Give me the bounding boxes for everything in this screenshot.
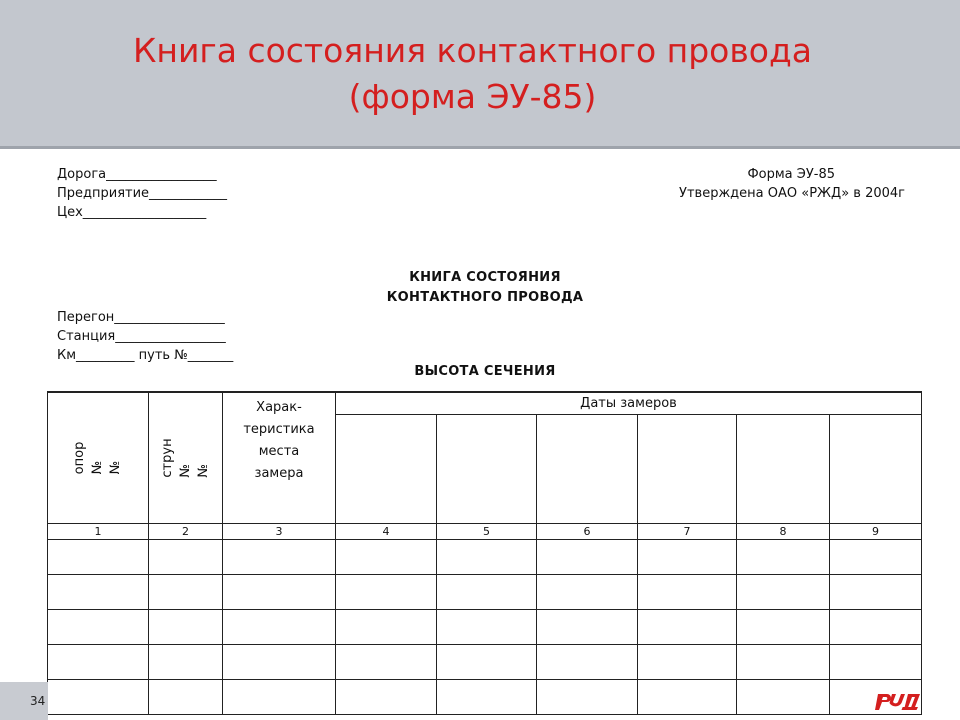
- table-cell: [537, 540, 638, 575]
- station-field: Станция_________________: [57, 329, 226, 344]
- table-cell: [437, 680, 537, 715]
- table-cell: [537, 610, 638, 645]
- table-body: [48, 540, 922, 715]
- column-number: 1: [48, 524, 149, 540]
- table-cell: [149, 645, 223, 680]
- column-number: 3: [223, 524, 336, 540]
- number-sign-label: №: [177, 464, 193, 478]
- table-cell: [48, 680, 149, 715]
- table-row: [48, 645, 922, 680]
- form-code: Форма ЭУ-85: [747, 167, 835, 182]
- string-header-label: струн: [159, 438, 175, 478]
- table-cell: [223, 610, 336, 645]
- section-fields: [57, 308, 233, 365]
- table-cell: [830, 575, 922, 610]
- table-cell: [537, 645, 638, 680]
- date-cell: [638, 414, 737, 524]
- char-header-line4: замера: [254, 466, 304, 481]
- table-cell: [830, 610, 922, 645]
- measurement-table: [47, 391, 922, 715]
- table-cell: [48, 540, 149, 575]
- table-cell: [437, 645, 537, 680]
- approval-note: Утверждена ОАО «РЖД» в 2004г: [679, 186, 905, 201]
- table-cell: [737, 610, 830, 645]
- form-header-right: [620, 165, 905, 203]
- char-header-line2: теристика: [243, 422, 315, 437]
- table-cell: [437, 575, 537, 610]
- table-cell: [48, 645, 149, 680]
- table-cell: [737, 575, 830, 610]
- table-cell: [737, 645, 830, 680]
- section-title: ВЫСОТА СЕЧЕНИЯ: [414, 364, 556, 379]
- number-sign-label: №: [108, 460, 123, 475]
- table-cell: [48, 575, 149, 610]
- table-cell: [638, 610, 737, 645]
- form-header-left: [57, 165, 227, 222]
- column-number-row: [48, 524, 922, 540]
- table-cell: [149, 575, 223, 610]
- date-cell: [537, 414, 638, 524]
- table-cell: [737, 540, 830, 575]
- table-cell: [336, 610, 437, 645]
- table-cell: [537, 680, 638, 715]
- char-header-line3: места: [258, 444, 300, 459]
- table-cell: [638, 575, 737, 610]
- rzd-logo-icon: [875, 690, 925, 712]
- support-header-label: опор: [72, 441, 87, 475]
- table-cell: [336, 575, 437, 610]
- table-row: [48, 680, 922, 715]
- date-cell: [737, 414, 830, 524]
- table-cell: [437, 610, 537, 645]
- support-number-header: [48, 392, 149, 524]
- table-cell: [638, 540, 737, 575]
- table-cell: [830, 645, 922, 680]
- enterprise-field: Предприятие____________: [57, 186, 228, 201]
- column-number: 2: [149, 524, 223, 540]
- book-title-line1: КНИГА СОСТОЯНИЯ: [409, 270, 561, 285]
- number-sign-label: №: [195, 464, 211, 478]
- page-number: 34: [30, 694, 46, 708]
- table-row: [48, 575, 922, 610]
- slide-title-line1: Книга состояния контактного провода: [132, 31, 813, 70]
- km-track-field: Км_________ путь №_______: [57, 348, 234, 363]
- table-cell: [830, 540, 922, 575]
- table-cell: [223, 680, 336, 715]
- table-cell: [336, 645, 437, 680]
- table-cell: [48, 610, 149, 645]
- workshop-field: Цех___________________: [57, 205, 207, 220]
- column-number: 6: [537, 524, 638, 540]
- table-cell: [537, 575, 638, 610]
- table-cell: [223, 540, 336, 575]
- column-number: 5: [437, 524, 537, 540]
- measurement-dates-header: Даты замеров: [336, 392, 922, 414]
- book-title: [300, 268, 670, 308]
- column-number: 7: [638, 524, 737, 540]
- table-cell: [223, 645, 336, 680]
- table-row: [48, 610, 922, 645]
- location-characteristic-header: [223, 392, 336, 524]
- measurement-table-wrap: [47, 391, 922, 715]
- table-cell: [437, 540, 537, 575]
- date-cell: [830, 414, 922, 524]
- column-number: 9: [830, 524, 922, 540]
- slide-title-line2: (форма ЭУ-85): [348, 77, 597, 116]
- string-number-header: [149, 392, 223, 524]
- table-cell: [149, 610, 223, 645]
- table-cell: [223, 575, 336, 610]
- table-row: [48, 540, 922, 575]
- column-number: 8: [737, 524, 830, 540]
- number-sign-label: №: [90, 460, 105, 475]
- date-cell: [336, 414, 437, 524]
- date-cell: [437, 414, 537, 524]
- table-cell: [638, 645, 737, 680]
- haul-field: Перегон_________________: [57, 310, 225, 325]
- table-cell: [638, 680, 737, 715]
- column-number: 4: [336, 524, 437, 540]
- table-cell: [336, 680, 437, 715]
- road-field: Дорога_________________: [57, 167, 217, 182]
- table-cell: [149, 540, 223, 575]
- table-cell: [149, 680, 223, 715]
- book-title-line2: КОНТАКТНОГО ПРОВОДА: [386, 290, 584, 305]
- header-divider: [0, 146, 960, 149]
- table-cell: [737, 680, 830, 715]
- slide-title: [0, 28, 945, 120]
- char-header-line1: Харак-: [256, 400, 302, 415]
- table-cell: [336, 540, 437, 575]
